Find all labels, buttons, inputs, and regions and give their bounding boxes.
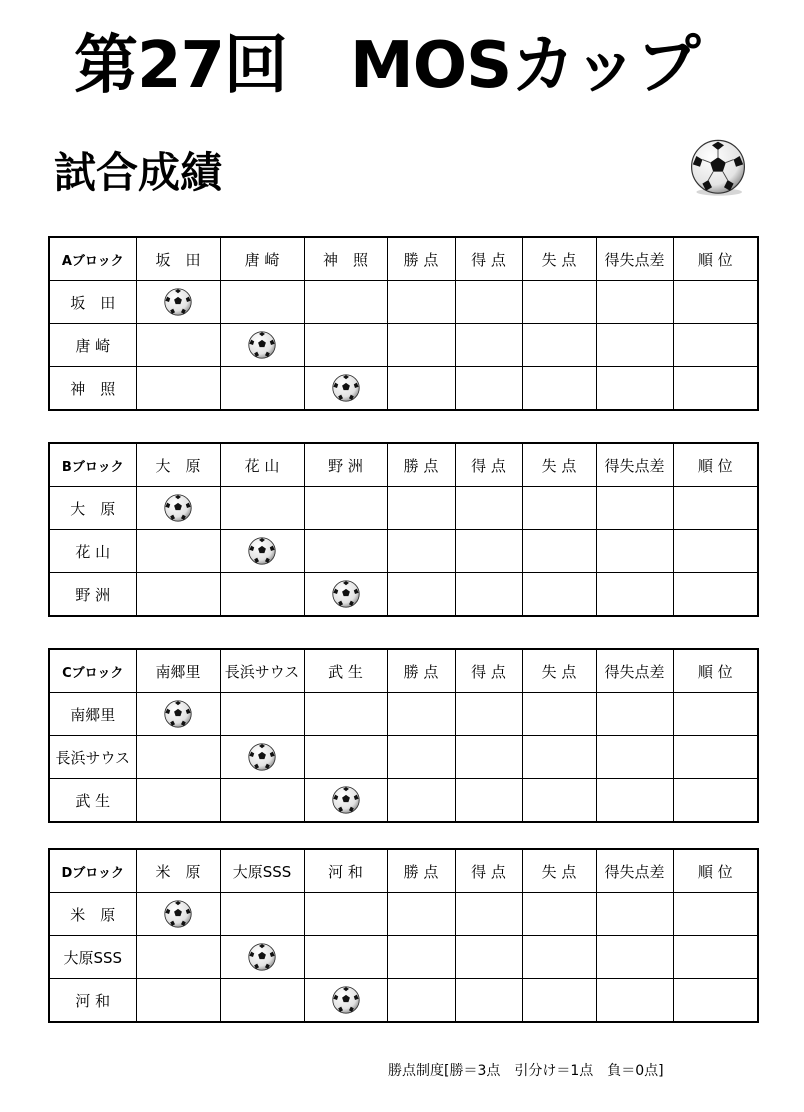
match-result-cell	[304, 693, 387, 736]
block-table	[48, 442, 759, 617]
stat-cell	[596, 979, 673, 1023]
stat-cell	[455, 324, 522, 367]
team-row-label: 大原SSS	[49, 936, 136, 979]
stat-cell	[522, 324, 596, 367]
team-column-header: 花 山	[220, 443, 304, 487]
stat-column-header: 得失点差	[596, 237, 673, 281]
soccer-ball-icon	[163, 699, 193, 729]
stat-column-header: 得失点差	[596, 443, 673, 487]
stat-column-header: 得 点	[455, 237, 522, 281]
match-result-cell	[136, 936, 220, 979]
stat-cell	[673, 893, 758, 936]
stat-cell	[387, 979, 455, 1023]
diagonal-cell	[136, 693, 220, 736]
soccer-ball-icon	[163, 287, 193, 317]
stat-cell	[673, 324, 758, 367]
stat-cell	[673, 530, 758, 573]
soccer-ball-icon	[247, 536, 277, 566]
stat-cell	[387, 530, 455, 573]
header-row	[49, 849, 758, 893]
team-column-header: 河 和	[304, 849, 387, 893]
block-table	[48, 236, 759, 411]
stat-cell	[522, 573, 596, 617]
match-result-cell	[304, 936, 387, 979]
stat-cell	[673, 573, 758, 617]
block-table	[48, 648, 759, 823]
diagonal-cell	[304, 779, 387, 823]
stat-column-header: 得 点	[455, 849, 522, 893]
table-row	[49, 893, 758, 936]
stat-column-header: 得失点差	[596, 849, 673, 893]
header-row	[49, 443, 758, 487]
diagonal-cell	[136, 487, 220, 530]
match-result-cell	[304, 893, 387, 936]
stat-column-header: 失 点	[522, 649, 596, 693]
stat-cell	[455, 979, 522, 1023]
stat-cell	[673, 779, 758, 823]
diagonal-cell	[220, 324, 304, 367]
table-row	[49, 779, 758, 823]
soccer-ball-icon	[331, 579, 361, 609]
match-result-cell	[304, 736, 387, 779]
table-row	[49, 367, 758, 411]
section-title: 試合成績	[54, 148, 223, 197]
stat-column-header: 順 位	[673, 443, 758, 487]
stat-cell	[455, 936, 522, 979]
stat-cell	[522, 936, 596, 979]
stat-column-header: 順 位	[673, 849, 758, 893]
match-result-cell	[136, 736, 220, 779]
stat-cell	[673, 281, 758, 324]
block-label: Cブロック	[49, 649, 136, 693]
stat-cell	[596, 487, 673, 530]
stat-cell	[596, 281, 673, 324]
team-column-header: 大 原	[136, 443, 220, 487]
soccer-ball-icon	[331, 985, 361, 1015]
stat-cell	[455, 487, 522, 530]
stat-cell	[673, 367, 758, 411]
team-row-label: 武 生	[49, 779, 136, 823]
block-table	[48, 848, 759, 1023]
stat-column-header: 得失点差	[596, 649, 673, 693]
match-result-cell	[304, 324, 387, 367]
stat-cell	[455, 530, 522, 573]
match-result-cell	[136, 530, 220, 573]
soccer-ball-icon	[247, 942, 277, 972]
stat-column-header: 勝 点	[387, 443, 455, 487]
table-row	[49, 936, 758, 979]
stat-column-header: 失 点	[522, 849, 596, 893]
soccer-ball-icon	[247, 742, 277, 772]
diagonal-cell	[220, 736, 304, 779]
stat-cell	[387, 936, 455, 979]
match-result-cell	[220, 979, 304, 1023]
table-row	[49, 693, 758, 736]
stat-cell	[522, 530, 596, 573]
stat-column-header: 勝 点	[387, 849, 455, 893]
stat-cell	[596, 936, 673, 979]
stat-cell	[596, 893, 673, 936]
stat-cell	[455, 693, 522, 736]
stat-cell	[596, 573, 673, 617]
stat-cell	[455, 281, 522, 324]
table-row	[49, 487, 758, 530]
match-result-cell	[220, 779, 304, 823]
team-column-header: 米 原	[136, 849, 220, 893]
match-result-cell	[136, 979, 220, 1023]
stat-cell	[673, 979, 758, 1023]
team-column-header: 大原SSS	[220, 849, 304, 893]
diagonal-cell	[304, 367, 387, 411]
soccer-ball-icon	[163, 493, 193, 523]
stat-cell	[522, 367, 596, 411]
match-result-cell	[220, 693, 304, 736]
match-result-cell	[220, 573, 304, 617]
match-result-cell	[304, 530, 387, 573]
stat-cell	[673, 487, 758, 530]
match-result-cell	[220, 487, 304, 530]
soccer-ball-icon	[331, 785, 361, 815]
stat-cell	[387, 736, 455, 779]
match-result-cell	[136, 779, 220, 823]
block-label: Bブロック	[49, 443, 136, 487]
match-result-cell	[136, 573, 220, 617]
stat-cell	[522, 281, 596, 324]
team-column-header: 坂 田	[136, 237, 220, 281]
team-row-label: 花 山	[49, 530, 136, 573]
team-row-label: 南郷里	[49, 693, 136, 736]
stat-cell	[387, 779, 455, 823]
team-column-header: 武 生	[304, 649, 387, 693]
stat-cell	[596, 779, 673, 823]
team-row-label: 神 照	[49, 367, 136, 411]
match-result-cell	[304, 281, 387, 324]
table-row	[49, 573, 758, 617]
diagonal-cell	[220, 936, 304, 979]
stat-cell	[596, 693, 673, 736]
diagonal-cell	[136, 893, 220, 936]
stat-cell	[455, 573, 522, 617]
stat-cell	[596, 324, 673, 367]
stat-cell	[522, 893, 596, 936]
stat-column-header: 失 点	[522, 443, 596, 487]
stat-column-header: 得 点	[455, 443, 522, 487]
stat-column-header: 失 点	[522, 237, 596, 281]
page-title: 第27回 MOSカップ	[74, 29, 700, 103]
stat-cell	[673, 936, 758, 979]
stat-cell	[596, 736, 673, 779]
stat-cell	[387, 893, 455, 936]
match-result-cell	[220, 893, 304, 936]
stat-cell	[455, 779, 522, 823]
stat-cell	[387, 487, 455, 530]
diagonal-cell	[304, 979, 387, 1023]
stat-cell	[387, 693, 455, 736]
stat-cell	[522, 979, 596, 1023]
stat-cell	[596, 530, 673, 573]
stat-column-header: 勝 点	[387, 237, 455, 281]
stat-cell	[522, 736, 596, 779]
soccer-ball-icon	[688, 138, 748, 198]
team-row-label: 野 洲	[49, 573, 136, 617]
team-column-header: 南郷里	[136, 649, 220, 693]
match-result-cell	[220, 367, 304, 411]
team-column-header: 野 洲	[304, 443, 387, 487]
stat-cell	[522, 487, 596, 530]
soccer-ball-icon	[331, 373, 361, 403]
header-row	[49, 237, 758, 281]
stat-cell	[387, 324, 455, 367]
block-label: Aブロック	[49, 237, 136, 281]
match-result-cell	[136, 367, 220, 411]
table-row	[49, 281, 758, 324]
soccer-ball-icon	[163, 899, 193, 929]
stat-cell	[455, 893, 522, 936]
stat-cell	[673, 693, 758, 736]
table-row	[49, 530, 758, 573]
table-row	[49, 324, 758, 367]
match-result-cell	[304, 487, 387, 530]
stat-cell	[455, 736, 522, 779]
stat-cell	[596, 367, 673, 411]
team-column-header: 唐 崎	[220, 237, 304, 281]
stat-cell	[522, 693, 596, 736]
points-rule-note: 勝点制度[勝＝3点 引分け＝1点 負＝0点]	[388, 1063, 664, 1079]
stat-column-header: 勝 点	[387, 649, 455, 693]
stat-cell	[387, 367, 455, 411]
block-label: Dブロック	[49, 849, 136, 893]
team-row-label: 唐 崎	[49, 324, 136, 367]
team-row-label: 大 原	[49, 487, 136, 530]
soccer-ball-icon	[247, 330, 277, 360]
stat-cell	[455, 367, 522, 411]
table-row	[49, 979, 758, 1023]
team-row-label: 河 和	[49, 979, 136, 1023]
diagonal-cell	[220, 530, 304, 573]
stat-cell	[522, 779, 596, 823]
team-column-header: 神 照	[304, 237, 387, 281]
match-result-cell	[220, 281, 304, 324]
table-row	[49, 736, 758, 779]
team-row-label: 坂 田	[49, 281, 136, 324]
stat-cell	[673, 736, 758, 779]
diagonal-cell	[136, 281, 220, 324]
stat-cell	[387, 281, 455, 324]
header-row	[49, 649, 758, 693]
stat-cell	[387, 573, 455, 617]
team-column-header: 長浜サウス	[220, 649, 304, 693]
stat-column-header: 得 点	[455, 649, 522, 693]
match-result-cell	[136, 324, 220, 367]
team-row-label: 米 原	[49, 893, 136, 936]
stat-column-header: 順 位	[673, 237, 758, 281]
team-row-label: 長浜サウス	[49, 736, 136, 779]
diagonal-cell	[304, 573, 387, 617]
stat-column-header: 順 位	[673, 649, 758, 693]
